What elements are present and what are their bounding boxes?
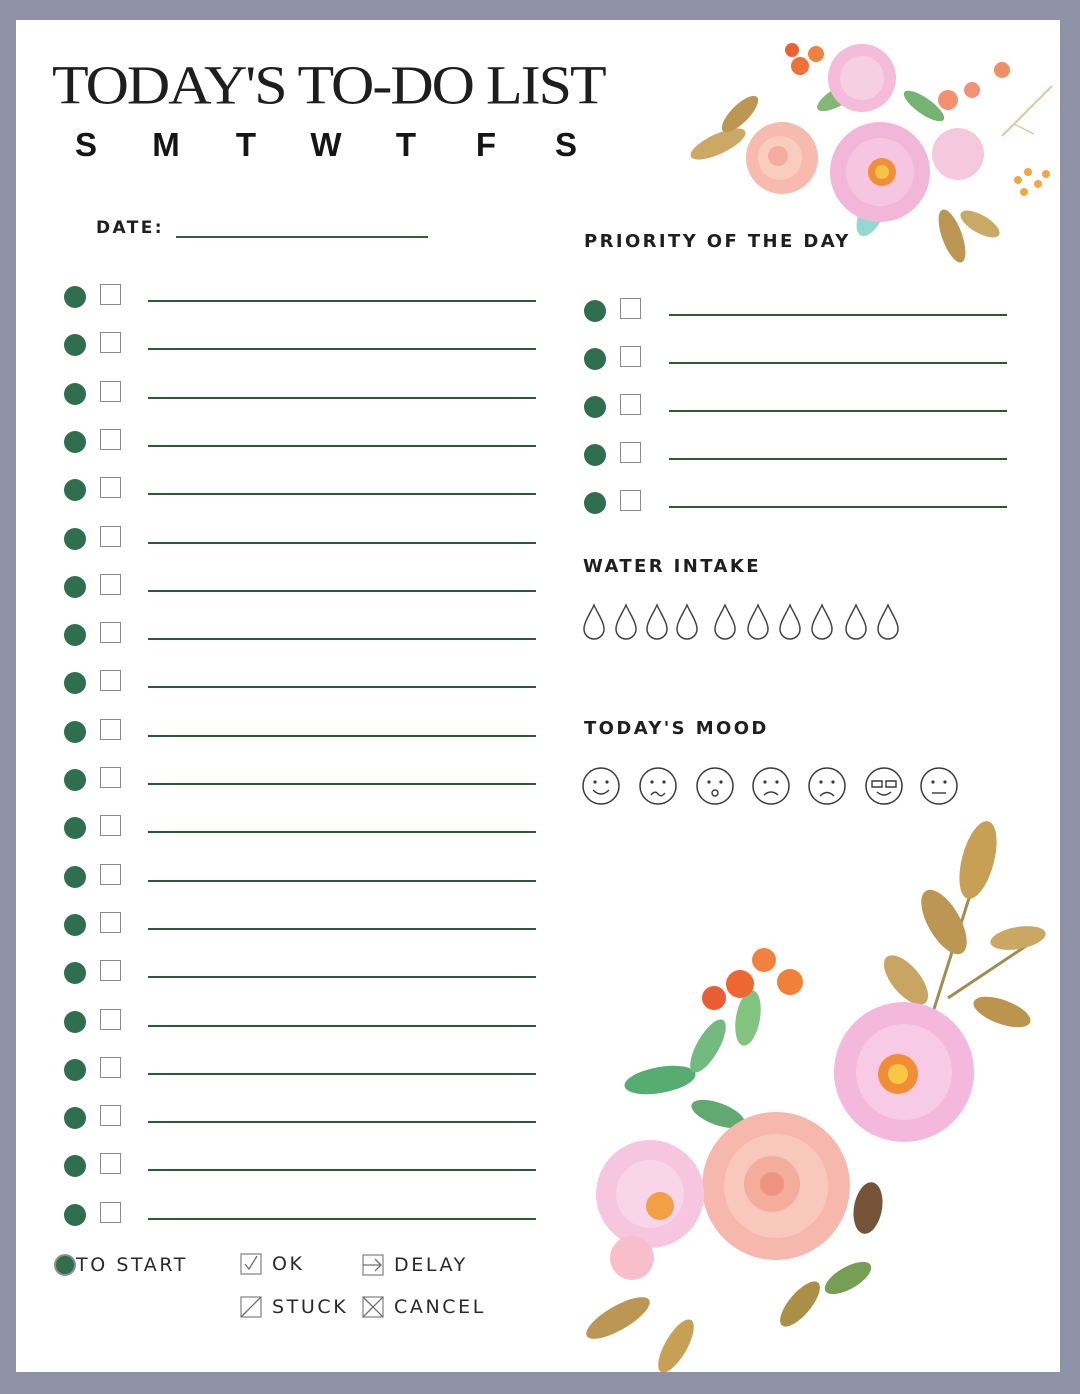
todo-checkbox[interactable]: [100, 670, 121, 691]
todo-row: [64, 765, 536, 795]
todo-checkbox[interactable]: [100, 960, 121, 981]
todo-checkbox[interactable]: [100, 1009, 121, 1030]
todo-row: [64, 717, 536, 747]
todo-write-line[interactable]: [148, 1121, 536, 1123]
todo-row: [64, 379, 536, 409]
water-drop-icon[interactable]: [616, 605, 636, 639]
todo-write-line[interactable]: [148, 590, 536, 592]
todo-checkbox[interactable]: [100, 429, 121, 450]
todo-checkbox[interactable]: [100, 1202, 121, 1223]
date-field[interactable]: [176, 236, 428, 238]
check-box-icon: [240, 1253, 262, 1275]
page-title: TODAY'S TO-DO LIST: [52, 54, 605, 116]
todo-status-dot-icon[interactable]: [64, 431, 86, 453]
priority-row: [584, 392, 1007, 422]
weekday-sunday[interactable]: S: [74, 126, 97, 163]
todo-row: [64, 572, 536, 602]
priority-checkbox[interactable]: [620, 442, 641, 463]
weekday-thursday[interactable]: T: [395, 126, 417, 163]
floral-bouquet-bottom-illustration: [568, 798, 1060, 1372]
mood-heading: TODAY'S MOOD: [584, 718, 769, 739]
priority-row: [584, 296, 1007, 326]
todo-row: [64, 427, 536, 457]
todo-row: [64, 1007, 536, 1037]
priority-status-dot-icon[interactable]: [584, 300, 606, 322]
legend-to-start: [54, 1254, 188, 1276]
todo-checkbox[interactable]: [100, 526, 121, 547]
todo-row: [64, 668, 536, 698]
priority-status-dot-icon[interactable]: [584, 348, 606, 370]
todo-row: [64, 524, 536, 554]
todo-row: [64, 1103, 536, 1133]
todo-write-line[interactable]: [148, 831, 536, 833]
legend-stuck-label: STUCK: [272, 1296, 349, 1318]
todo-write-line[interactable]: [148, 348, 536, 350]
todo-write-line[interactable]: [148, 638, 536, 640]
todo-checkbox[interactable]: [100, 477, 121, 498]
todo-write-line[interactable]: [148, 445, 536, 447]
slash-box-icon: [240, 1296, 262, 1318]
priority-heading: PRIORITY OF THE DAY: [584, 231, 851, 252]
date-label: DATE:: [96, 218, 164, 238]
weekday-monday[interactable]: M: [152, 126, 180, 163]
todo-status-dot-icon[interactable]: [64, 383, 86, 405]
legend-to-start-label: TO START: [76, 1254, 189, 1276]
todo-status-dot-icon[interactable]: [64, 334, 86, 356]
arrow-box-icon: [362, 1254, 384, 1276]
priority-checkbox[interactable]: [620, 298, 641, 319]
legend-cancel-label: CANCEL: [394, 1296, 486, 1318]
todo-write-line[interactable]: [148, 397, 536, 399]
to-start-dot-icon: [54, 1254, 76, 1276]
todo-status-dot-icon[interactable]: [64, 1107, 86, 1129]
todo-checkbox[interactable]: [100, 864, 121, 885]
todo-row: [64, 475, 536, 505]
todo-write-line[interactable]: [148, 1073, 536, 1075]
priority-row: [584, 440, 1007, 470]
priority-checkbox[interactable]: [620, 394, 641, 415]
weekday-wednesday[interactable]: W: [310, 126, 342, 163]
todo-status-dot-icon[interactable]: [64, 576, 86, 598]
water-drop-icon[interactable]: [812, 605, 832, 639]
water-drop-icon[interactable]: [677, 605, 697, 639]
todo-status-dot-icon[interactable]: [64, 962, 86, 984]
priority-row: [584, 344, 1007, 374]
todo-status-dot-icon[interactable]: [64, 479, 86, 501]
todo-checkbox[interactable]: [100, 284, 121, 305]
water-drop-icon[interactable]: [780, 605, 800, 639]
todo-row: [64, 620, 536, 650]
water-drop-icon[interactable]: [715, 605, 735, 639]
priority-row: [584, 488, 1007, 518]
priority-write-line[interactable]: [669, 362, 1007, 364]
legend-delay-label: DELAY: [394, 1254, 468, 1276]
todo-status-dot-icon[interactable]: [64, 721, 86, 743]
todo-row: [64, 862, 536, 892]
todo-row: [64, 1200, 536, 1230]
water-drop-icon[interactable]: [647, 605, 667, 639]
legend-cancel: [362, 1296, 486, 1318]
todo-checkbox[interactable]: [100, 767, 121, 788]
todo-checkbox[interactable]: [100, 719, 121, 740]
water-drop-icon[interactable]: [584, 605, 604, 639]
todo-write-line[interactable]: [148, 928, 536, 930]
todo-checkbox[interactable]: [100, 1057, 121, 1078]
water-drop-icon[interactable]: [878, 605, 898, 639]
priority-status-dot-icon[interactable]: [584, 396, 606, 418]
todo-row: [64, 330, 536, 360]
priority-write-line[interactable]: [669, 410, 1007, 412]
todo-checkbox[interactable]: [100, 815, 121, 836]
todo-checkbox[interactable]: [100, 381, 121, 402]
todo-status-dot-icon[interactable]: [64, 1204, 86, 1226]
todo-checkbox[interactable]: [100, 1105, 121, 1126]
todo-status-dot-icon[interactable]: [64, 672, 86, 694]
todo-row: [64, 813, 536, 843]
todo-status-dot-icon[interactable]: [64, 1155, 86, 1177]
todo-write-line[interactable]: [148, 300, 536, 302]
todo-checkbox[interactable]: [100, 1153, 121, 1174]
todo-status-dot-icon[interactable]: [64, 286, 86, 308]
todo-status-dot-icon[interactable]: [64, 624, 86, 646]
todo-write-line[interactable]: [148, 880, 536, 882]
priority-write-line[interactable]: [669, 458, 1007, 460]
todo-row: [64, 958, 536, 988]
todo-status-dot-icon[interactable]: [64, 769, 86, 791]
priority-checkbox[interactable]: [620, 490, 641, 511]
todo-checkbox[interactable]: [100, 574, 121, 595]
todo-write-line[interactable]: [148, 493, 536, 495]
water-intake-heading: WATER INTAKE: [583, 556, 761, 577]
todo-row: [64, 1151, 536, 1181]
weekday-tuesday[interactable]: T: [235, 126, 257, 163]
water-intake-tracker: [582, 602, 912, 642]
todo-write-line[interactable]: [148, 1218, 536, 1220]
todo-checkbox[interactable]: [100, 332, 121, 353]
todo-checkbox[interactable]: [100, 912, 121, 933]
todo-write-line[interactable]: [148, 686, 536, 688]
todo-write-line[interactable]: [148, 1025, 536, 1027]
priority-status-dot-icon[interactable]: [584, 444, 606, 466]
legend-stuck: [240, 1296, 348, 1318]
todo-write-line[interactable]: [148, 542, 536, 544]
planner-sheet: [16, 20, 1060, 1372]
todo-write-line[interactable]: [148, 783, 536, 785]
priority-checkbox[interactable]: [620, 346, 641, 367]
weekday-friday[interactable]: F: [475, 126, 497, 163]
priority-status-dot-icon[interactable]: [584, 492, 606, 514]
cross-box-icon: [362, 1296, 384, 1318]
floral-bouquet-top-illustration: [662, 26, 1058, 296]
todo-status-dot-icon[interactable]: [64, 914, 86, 936]
water-drop-icon[interactable]: [846, 605, 866, 639]
weekday-saturday[interactable]: S: [554, 126, 577, 163]
todo-row: [64, 282, 536, 312]
todo-write-line[interactable]: [148, 976, 536, 978]
todo-status-dot-icon[interactable]: [64, 1011, 86, 1033]
weekday-selector: [66, 126, 586, 164]
priority-write-line[interactable]: [669, 506, 1007, 508]
water-drop-icon[interactable]: [748, 605, 768, 639]
todo-write-line[interactable]: [148, 735, 536, 737]
legend-ok-label: OK: [272, 1253, 305, 1275]
priority-write-line[interactable]: [669, 314, 1007, 316]
legend-ok: [240, 1253, 305, 1275]
todo-row: [64, 1055, 536, 1085]
todo-row: [64, 910, 536, 940]
todo-status-dot-icon[interactable]: [64, 817, 86, 839]
todo-write-line[interactable]: [148, 1169, 536, 1171]
todo-status-dot-icon[interactable]: [64, 1059, 86, 1081]
todo-status-dot-icon[interactable]: [64, 866, 86, 888]
legend-delay: [362, 1254, 468, 1276]
todo-checkbox[interactable]: [100, 622, 121, 643]
todo-status-dot-icon[interactable]: [64, 528, 86, 550]
